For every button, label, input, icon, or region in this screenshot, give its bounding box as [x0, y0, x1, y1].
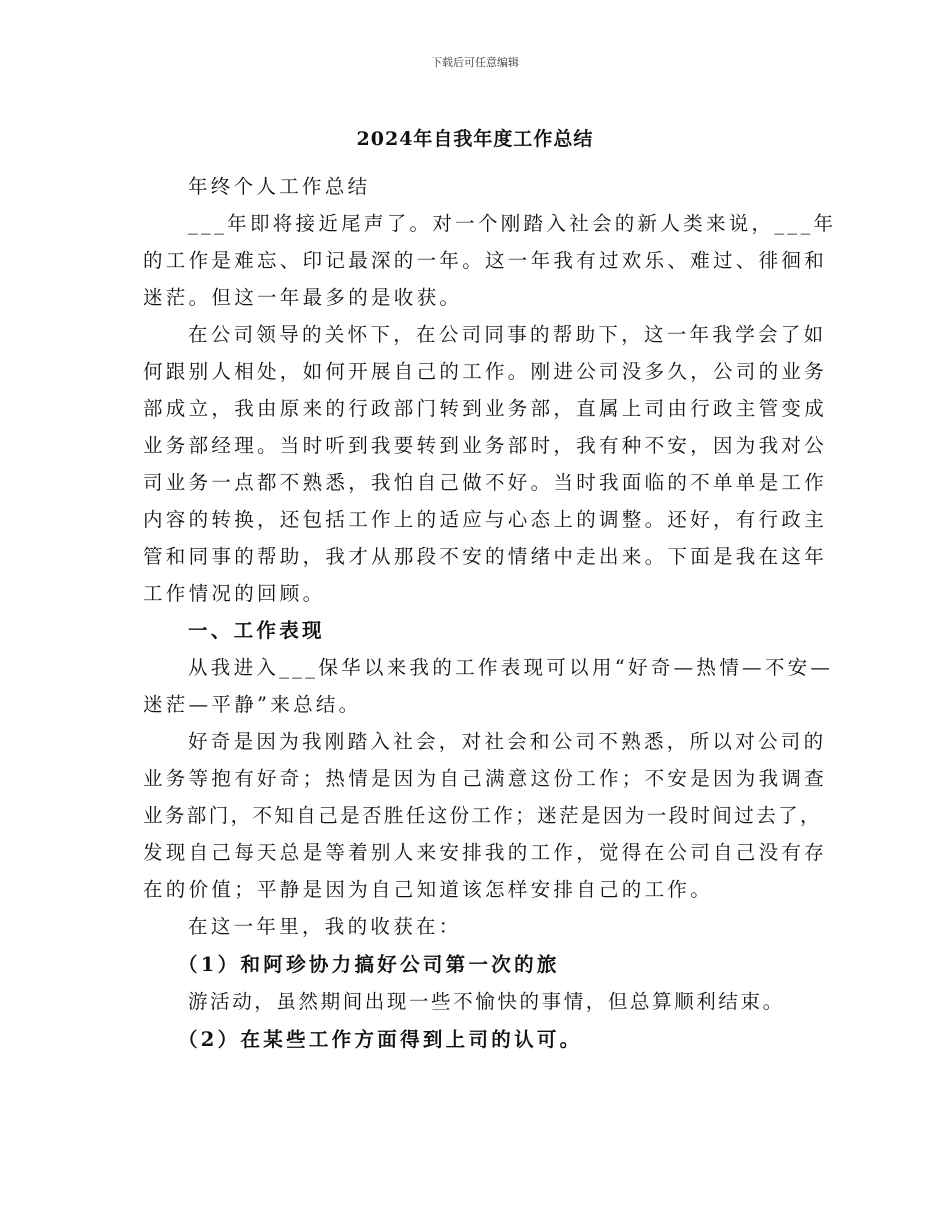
paragraph-line: 在公司领导的关怀下，在公司同事的帮助下，这一年我学会了如: [188, 323, 827, 346]
paragraph-line: 业务部经理。当时听到我要转到业务部时，我有种不安，因为我对公: [143, 434, 828, 457]
paragraph-line: 的工作是难忘、印记最深的一年。这一年我有过欢乐、难过、徘徊和: [143, 249, 828, 272]
paragraph-line: 业务等抱有好奇；热情是因为自己满意这份工作；不安是因为我调查: [143, 767, 828, 790]
paragraph-line: 迷茫—平静”来总结。: [143, 693, 362, 716]
document-title: 2024年自我年度工作总结: [356, 128, 594, 150]
paragraph-line: 管和同事的帮助，我才从那段不安的情绪中走出来。下面是我在这年: [143, 545, 828, 568]
paragraph-line: 发现自己每天总是等着别人来安排我的工作，觉得在公司自己没有存: [143, 841, 828, 864]
paragraph-line: 在这一年里，我的收获在：: [188, 915, 462, 938]
paragraph-line: 内容的转换，还包括工作上的适应与心态上的调整。还好，有行政主: [143, 508, 828, 531]
paragraph-line: 迷茫。但这一年最多的是收获。: [143, 286, 463, 309]
paragraph-line: ___年即将接近尾声了。对一个刚踏入社会的新人类来说，___年: [188, 212, 837, 235]
paragraph-line: 从我进入___保华以来我的工作表现可以用“好奇—热情—不安—: [188, 656, 834, 679]
paragraph-line: 业务部门，不知自己是否胜任这份工作；迷茫是因为一段时间过去了，: [143, 804, 822, 827]
paragraph-line: 司业务一点都不熟悉，我怕自己做不好。当时我面临的不单单是工作: [143, 471, 828, 494]
paragraph-line: 部成立，我由原来的行政部门转到业务部，直属上司由行政主管变成: [143, 397, 828, 420]
paragraph-line: 游活动，虽然期间出现一些不愉快的事情，但总算顺利结束。: [188, 990, 785, 1013]
paragraph-line: 好奇是因为我刚踏入社会，对社会和公司不熟悉，所以对公司的: [188, 730, 827, 753]
list-item-heading: （1）和阿珍协力搞好公司第一次的旅: [178, 953, 560, 976]
list-item-heading: （2）在某些工作方面得到上司的认可。: [178, 1028, 583, 1051]
section-heading: 一、工作表现: [188, 619, 325, 642]
page-header-note: 下载后可任意编辑: [431, 56, 519, 69]
paragraph-line: 年终个人工作总结: [188, 175, 371, 198]
paragraph-line: 工作情况的回顾。: [143, 582, 326, 605]
paragraph-line: 何跟别人相处，如何开展自己的工作。刚进公司没多久，公司的业务: [143, 360, 828, 383]
paragraph-line: 在的价值；平静是因为自己知道该怎样安排自己的工作。: [143, 878, 714, 901]
